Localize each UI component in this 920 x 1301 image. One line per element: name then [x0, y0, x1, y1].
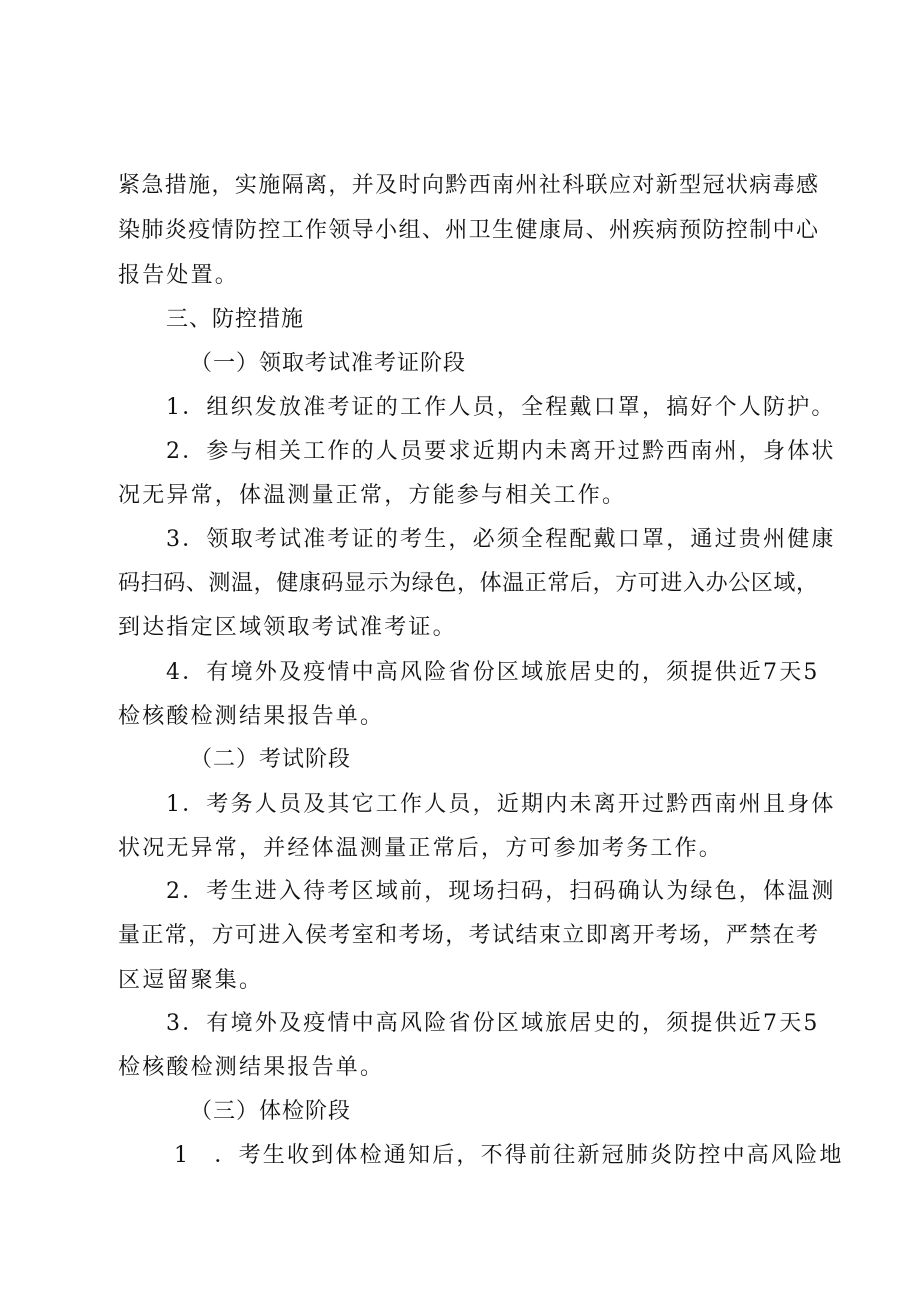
paragraph-line: 到达指定区域领取考试准考证。	[118, 615, 457, 640]
list-item: 2．考生进入待考区域前，现场扫码，扫码确认为绿色，体温测	[166, 879, 836, 904]
section-heading: 三、防控措施	[166, 307, 305, 332]
list-item: 3．领取考试准考证的考生，必须全程配戴口罩，通过贵州健康	[166, 527, 836, 552]
paragraph-line: 状况无异常，并经体温测量正常后，方可参加考务工作。	[118, 836, 724, 861]
list-item: 1．组织发放准考证的工作人员，全程戴口罩，搞好个人防护。	[166, 395, 836, 420]
paragraph-line: 码扫码、测温，健康码显示为绿色，体温正常后，方可进入办公区域，	[118, 571, 818, 596]
paragraph-line: 况无异常，体温测量正常，方能参与相关工作。	[118, 483, 627, 508]
list-item: 2．参与相关工作的人员要求近期内未离开过黔西南州，身体状	[166, 439, 836, 464]
paragraph-line: 检核酸检测结果报告单。	[118, 704, 385, 729]
list-item: 3．有境外及疫情中高风险省份区域旅居史的，须提供近7天5	[166, 1011, 820, 1036]
paragraph-line: 量正常，方可进入侯考室和考场，考试结束立即离开考场，严禁在考	[118, 923, 818, 948]
subsection-heading: （三）体检阶段	[190, 1099, 352, 1124]
list-item: 4．有境外及疫情中高风险省份区域旅居史的，须提供近7天5	[166, 660, 820, 685]
list-item: 1．考务人员及其它工作人员，近期内未离开过黔西南州且身体	[166, 792, 836, 817]
paragraph-line: 紧急措施，实施隔离，并及时向黔西南州社科联应对新型冠状病毒感	[118, 173, 818, 198]
paragraph-line: 染肺炎疫情防控工作领导小组、州卫生健康局、州疾病预防控制中心	[118, 218, 818, 243]
subsection-heading: （二）考试阶段	[190, 747, 352, 772]
subsection-heading: （一）领取考试准考证阶段	[190, 351, 467, 376]
list-item: 1 ．考生收到体检通知后，不得前往新冠肺炎防控中高风险地	[174, 1143, 844, 1168]
paragraph-line: 报告处置。	[118, 263, 240, 288]
paragraph-line: 区逗留聚集。	[118, 968, 264, 993]
paragraph-line: 检核酸检测结果报告单。	[118, 1055, 385, 1080]
